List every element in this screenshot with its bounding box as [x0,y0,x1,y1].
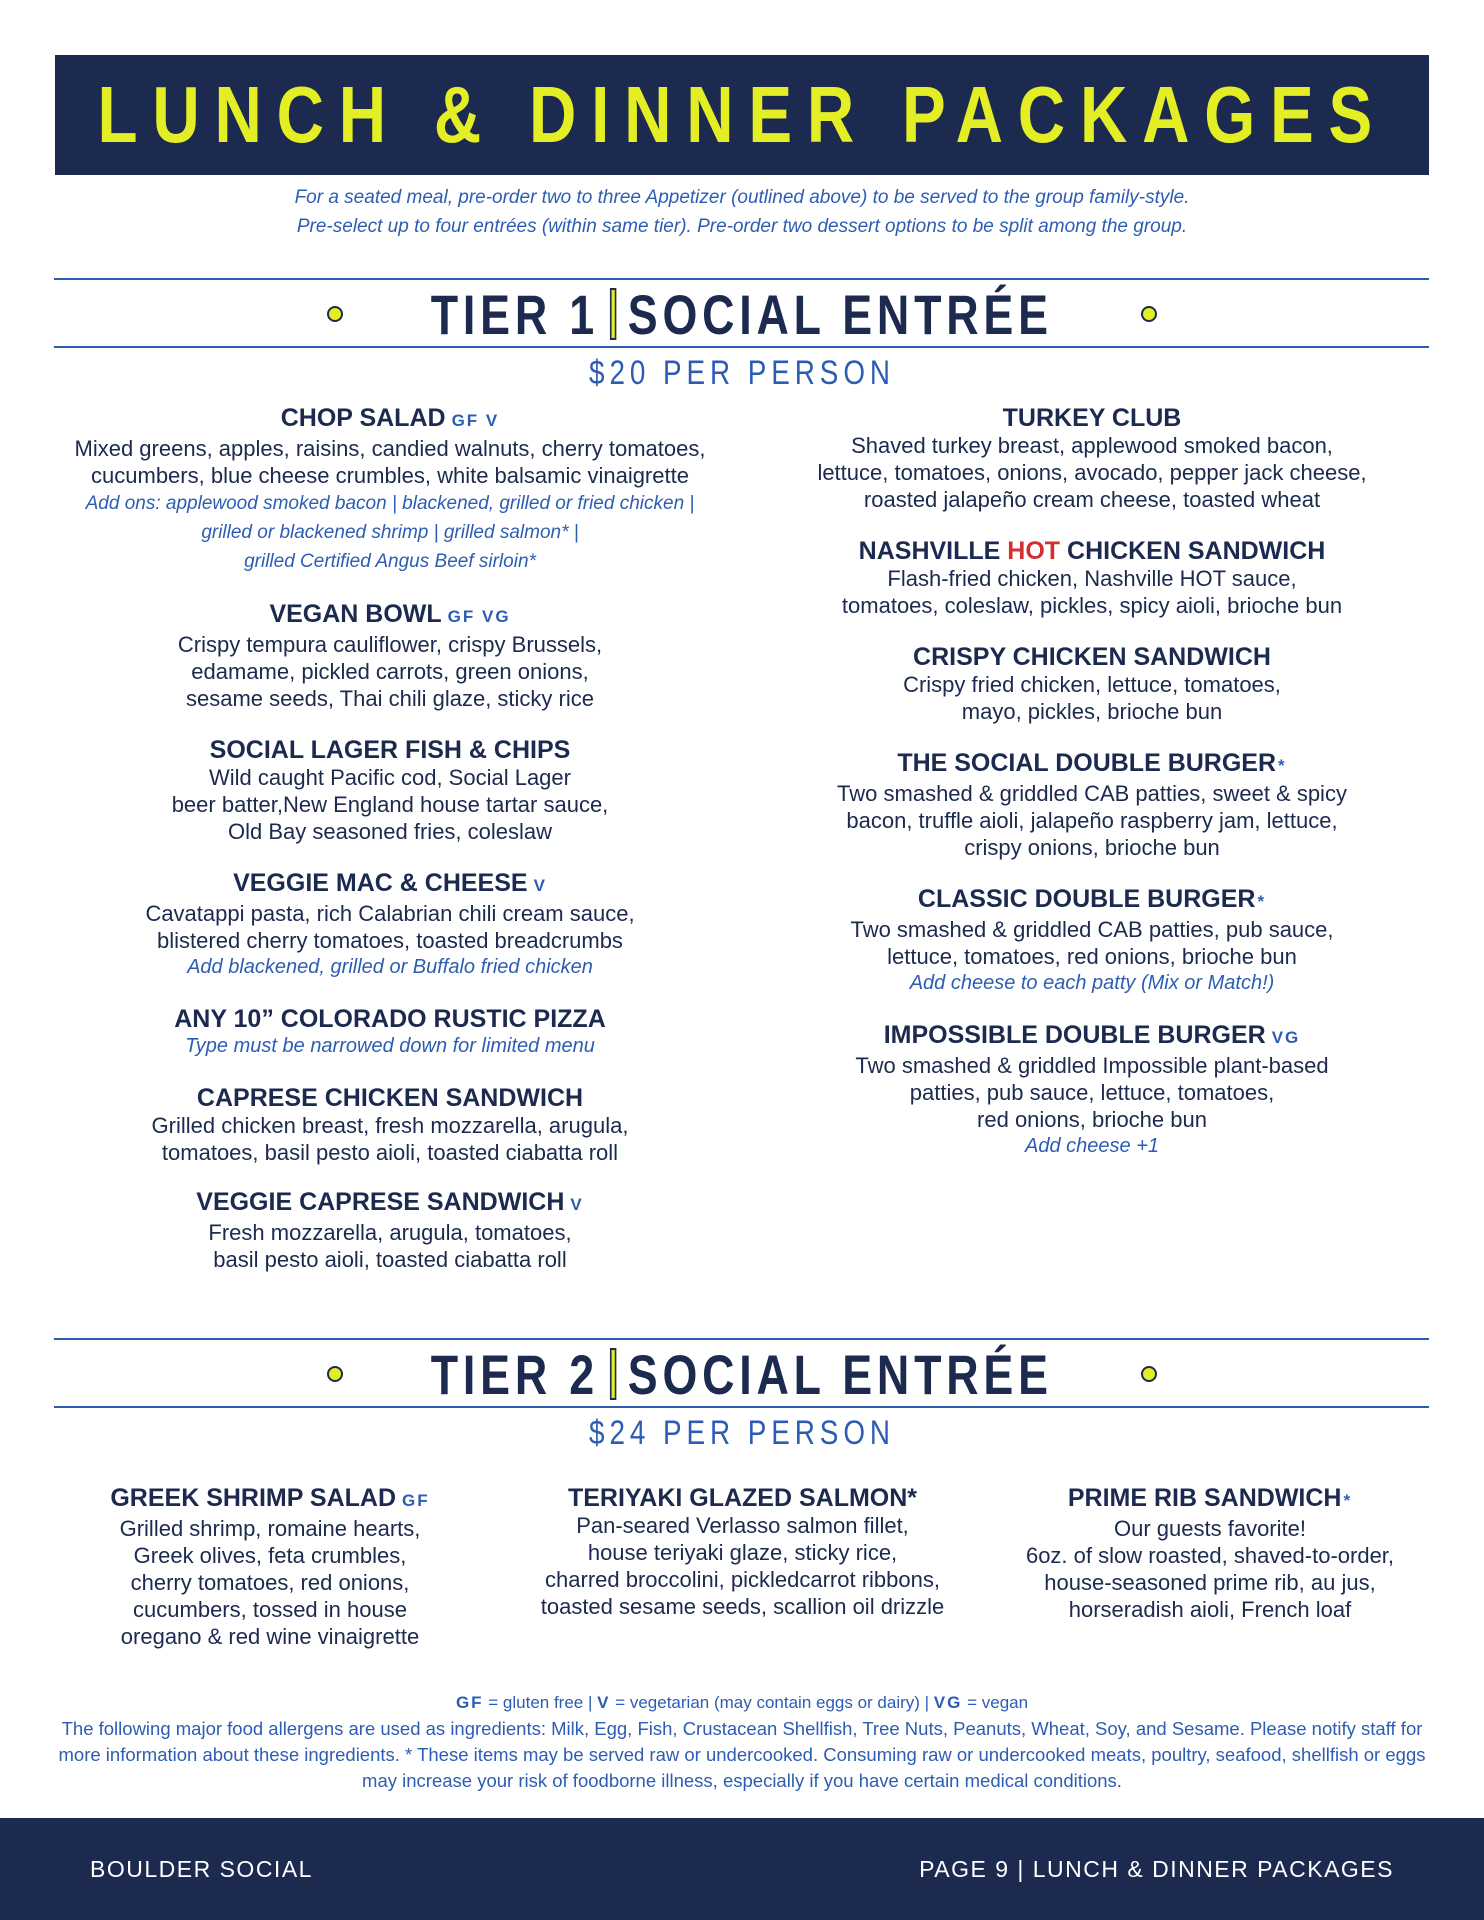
item-name: CLASSIC DOUBLE BURGER [917,885,1256,913]
tier1-right-column [750,404,1434,1186]
item-description: Cavatappi pasta, rich Calabrian chili cream sauce, blistered cherry tomatoes, toasted breadcrumbs [145,901,635,953]
legend-vg: VG [933,1693,963,1712]
tier2-price: $24 PER PERSON [589,1414,895,1452]
item-description: Crispy fried chicken, lettuce, tomatoes, mayo, pickles, brioche bun [903,672,1281,724]
tier2-item-2 [510,1484,975,1620]
bullet-dot-icon [1141,1366,1157,1382]
item-name: VEGAN BOWL [269,600,442,628]
tier2-item-3 [995,1484,1425,1623]
menu-item [40,869,740,981]
item-name: VEGGIE CAPRESE SANDWICH [196,1188,565,1216]
diet-tag: V [570,1195,584,1214]
item-name: SOCIAL LAGER FISH & CHIPS [209,736,571,764]
bullet-dot-icon [1141,306,1157,322]
divider-line [54,278,1429,280]
menu-item [750,885,1434,997]
item-name: CRISPY CHICKEN SANDWICH [913,643,1271,671]
item-name: PRIME RIB SANDWICH [1067,1484,1342,1512]
item-description: Our guests favorite! 6oz. of slow roasted, shaved-to-order, house-seasoned prime rib, au jus, horseradish aioli, French loaf [1025,1516,1395,1622]
asterisk-tag: * [1278,756,1287,775]
item-name-hot: HOT [1007,537,1061,565]
item-description: Pan-seared Verlasso salmon fillet, house teriyaki glaze, sticky rice, charred broccolini, pickledcarrot ribbons, toasted sesame seeds, scallion oil drizzle [540,1513,945,1619]
diet-tag: GF [402,1491,430,1510]
tier1-price: $20 PER PERSON [589,354,895,392]
separator-bar [610,1348,616,1400]
tier1-label: TIER 1 [430,282,600,346]
item-description: Mixed greens, apples, raisins, candied walnuts, cherry tomatoes, cucumbers, blue cheese crumbles, white balsamic vinaigrette [74,436,706,488]
item-name: CHICKEN SANDWICH [1060,537,1326,565]
diet-tag: GF VG [447,607,511,626]
item-name: NASHVILLE [858,537,1008,565]
legend-vg-text: = vegan [962,1693,1029,1712]
legend-gf: GF [455,1693,484,1712]
menu-item [40,1005,740,1060]
tier2-subtitle: SOCIAL ENTRÉE [627,1342,1053,1406]
intro-text [0,183,1484,241]
diet-tag: VG [1271,1028,1301,1047]
tier2-label: TIER 2 [430,1342,600,1406]
item-description: Fresh mozzarella, arugula, tomatoes, basil pesto aioli, toasted ciabatta roll [208,1220,572,1272]
item-name: CHOP SALAD [280,404,446,432]
allergen-notice: The following major food allergens are used as ingredients: Milk, Egg, Fish, Crustacean Shellfish, Tree Nuts, Peanuts, Wheat, Soy, and Sesame. Please notify staff for more information about these ingredients. * These items may be served raw or undercooked. Consuming raw or undercooked meats, poultry, seafood, shellfish or eggs may increase your risk of foodborne illness, especially if you have certain medical conditions. [58,1718,1426,1791]
legend-v: V [597,1693,611,1712]
item-description: Two smashed & griddled Impossible plant-based patties, pub sauce, lettuce, tomatoes, red onions, brioche bun [855,1053,1329,1132]
footer-bar [0,1818,1484,1920]
item-name: GREEK SHRIMP SALAD [110,1484,397,1512]
item-note: Add cheese to each patty (Mix or Match!) [909,972,1275,994]
item-name: TURKEY CLUB [1002,404,1182,432]
item-note: Add cheese +1 [1025,1135,1159,1157]
asterisk-tag: * [1257,892,1267,911]
item-note: Add ons: applewood smoked bacon | blackened, grilled or fried chicken | grilled or blackened shrimp | grilled salmon* | grilled Certified Angus Beef sirloin* [85,493,695,572]
intro-line-1: For a seated meal, pre-order two to three Appetizer (outlined above) to be served to the group family-style. [294,187,1190,208]
menu-item [40,1188,740,1273]
title-banner [55,55,1429,175]
asterisk-tag: * [1343,1491,1353,1510]
footer-page-label: PAGE 9 | LUNCH & DINNER PACKAGES [919,1856,1394,1882]
divider-line [54,1338,1429,1340]
item-description: Crispy tempura cauliflower, crispy Brussels, edamame, pickled carrots, green onions, sesame seeds, Thai chili glaze, sticky rice [177,632,603,711]
menu-item [40,1084,740,1166]
item-description: Two smashed & griddled CAB patties, sweet & spicy bacon, truffle aioli, jalapeño raspberry jam, lettuce, crispy onions, brioche bun [837,781,1347,860]
diet-tag: GF V [451,411,500,430]
divider-line [54,346,1429,348]
intro-line-2: Pre-select up to four entrées (within same tier). Pre-order two dessert options to be split among the group. [296,216,1188,237]
legend-v-text: = vegetarian (may contain eggs or dairy) | [610,1693,934,1712]
legend-gf-text: = gluten free | [483,1693,598,1712]
item-name: CAPRESE CHICKEN SANDWICH [196,1084,584,1112]
item-description: Shaved turkey breast, applewood smoked bacon, lettuce, tomatoes, onions, avocado, pepper jack cheese, roasted jalapeño cream cheese, toasted wheat [817,433,1367,512]
item-name: THE SOCIAL DOUBLE BURGER [897,749,1277,777]
menu-item [750,749,1434,861]
item-description: Two smashed & griddled CAB patties, pub sauce, lettuce, tomatoes, red onions, brioche bun [850,917,1334,969]
footer-brand: BOULDER SOCIAL [90,1856,313,1882]
diet-legend [0,1690,1484,1716]
item-name: IMPOSSIBLE DOUBLE BURGER [883,1021,1266,1049]
item-name: VEGGIE MAC & CHEESE [233,869,528,897]
item-description: Wild caught Pacific cod, Social Lager beer batter,New England house tartar sauce, Old Bay seasoned fries, coleslaw [171,765,609,844]
bullet-dot-icon [327,306,343,322]
item-description: Grilled chicken breast, fresh mozzarella, arugula, tomatoes, basil pesto aioli, toasted ciabatta roll [151,1113,629,1165]
tier2-item-1 [60,1484,480,1650]
item-name: TERIYAKI GLAZED SALMON* [567,1484,918,1512]
page-title: LUNCH & DINNER PACKAGES [97,70,1387,159]
tier2-heading [0,1342,1484,1406]
item-name: ANY 10” COLORADO RUSTIC PIZZA [174,1005,606,1033]
divider-line [54,1406,1429,1408]
tier1-left-column [40,404,740,1299]
item-note: Add blackened, grilled or Buffalo fried chicken [187,956,593,978]
menu-item [40,600,740,712]
menu-item [750,404,1434,513]
menu-item [40,404,740,576]
item-description: Grilled shrimp, romaine hearts, Greek olives, feta crumbles, cherry tomatoes, red onions, cucumbers, tossed in house oregano & red wine vinaigrette [119,1516,421,1649]
menu-item [750,1021,1434,1160]
tier1-subtitle: SOCIAL ENTRÉE [627,282,1053,346]
menu-item [750,537,1434,619]
item-description: Flash-fried chicken, Nashville HOT sauce, tomatoes, coleslaw, pickles, spicy aioli, brioche bun [841,566,1343,618]
diet-tag: V [533,876,547,895]
separator-bar [610,288,616,340]
tier1-heading [0,282,1484,346]
bullet-dot-icon [327,1366,343,1382]
menu-item [750,643,1434,725]
item-note: Type must be narrowed down for limited menu [185,1035,595,1057]
menu-item [40,736,740,845]
